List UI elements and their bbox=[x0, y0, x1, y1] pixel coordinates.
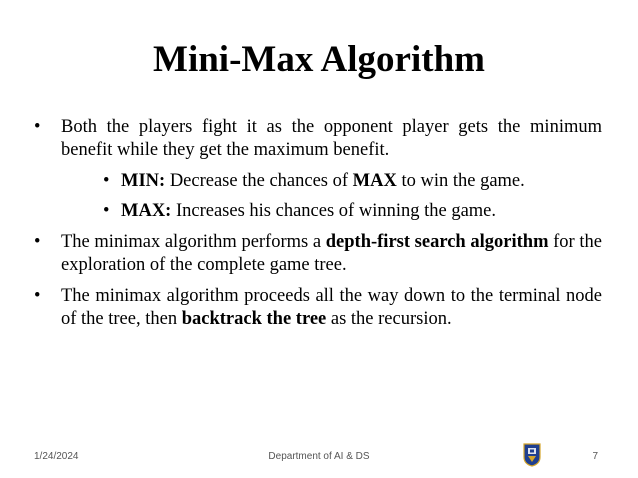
bullet-text: The minimax algorithm performs a bbox=[61, 232, 326, 252]
sub-bullet-text: to win the game. bbox=[396, 171, 525, 191]
bullet-symbol: • bbox=[103, 171, 110, 191]
sub-bullet-bold: MAX bbox=[352, 171, 397, 191]
college-logo-icon bbox=[523, 443, 541, 467]
bullet-symbol: • bbox=[34, 286, 41, 306]
footer-date: 1/24/2024 bbox=[34, 451, 79, 462]
sub-bullet-item bbox=[34, 170, 602, 193]
footer-department: Department of AI & DS bbox=[268, 451, 370, 462]
bullet-text: as the recursion. bbox=[326, 309, 452, 329]
bullet-item bbox=[34, 231, 602, 277]
sub-bullet-label: MAX: bbox=[121, 201, 172, 221]
bullet-text: Both the players fight it as the opponent player gets the minimum benefit while they get the maximum benefit. bbox=[61, 117, 602, 160]
bullet-text: The minimax algorithm proceeds all the way down to the terminal node of the tree, then bbox=[61, 286, 602, 329]
bullet-text: for the exploration of the complete game tree. bbox=[61, 232, 602, 275]
bullet-symbol: • bbox=[34, 117, 41, 137]
page-number: 7 bbox=[592, 451, 598, 462]
bullet-bold: backtrack the tree bbox=[181, 309, 327, 329]
sub-bullet-item bbox=[34, 200, 602, 223]
bullet-item bbox=[34, 285, 602, 331]
bullet-symbol: • bbox=[34, 232, 41, 252]
sub-bullet-text: Increases his chances of winning the game. bbox=[171, 201, 497, 221]
bullet-item bbox=[34, 116, 602, 162]
bullet-symbol: • bbox=[103, 201, 110, 221]
slide-body bbox=[34, 116, 602, 337]
slide-title: Mini-Max Algorithm bbox=[153, 39, 485, 80]
bullet-bold: depth-first search algorithm bbox=[325, 232, 549, 252]
sub-bullet-label: MIN: bbox=[121, 171, 166, 191]
sub-bullet-text: Decrease the chances of bbox=[165, 171, 353, 191]
